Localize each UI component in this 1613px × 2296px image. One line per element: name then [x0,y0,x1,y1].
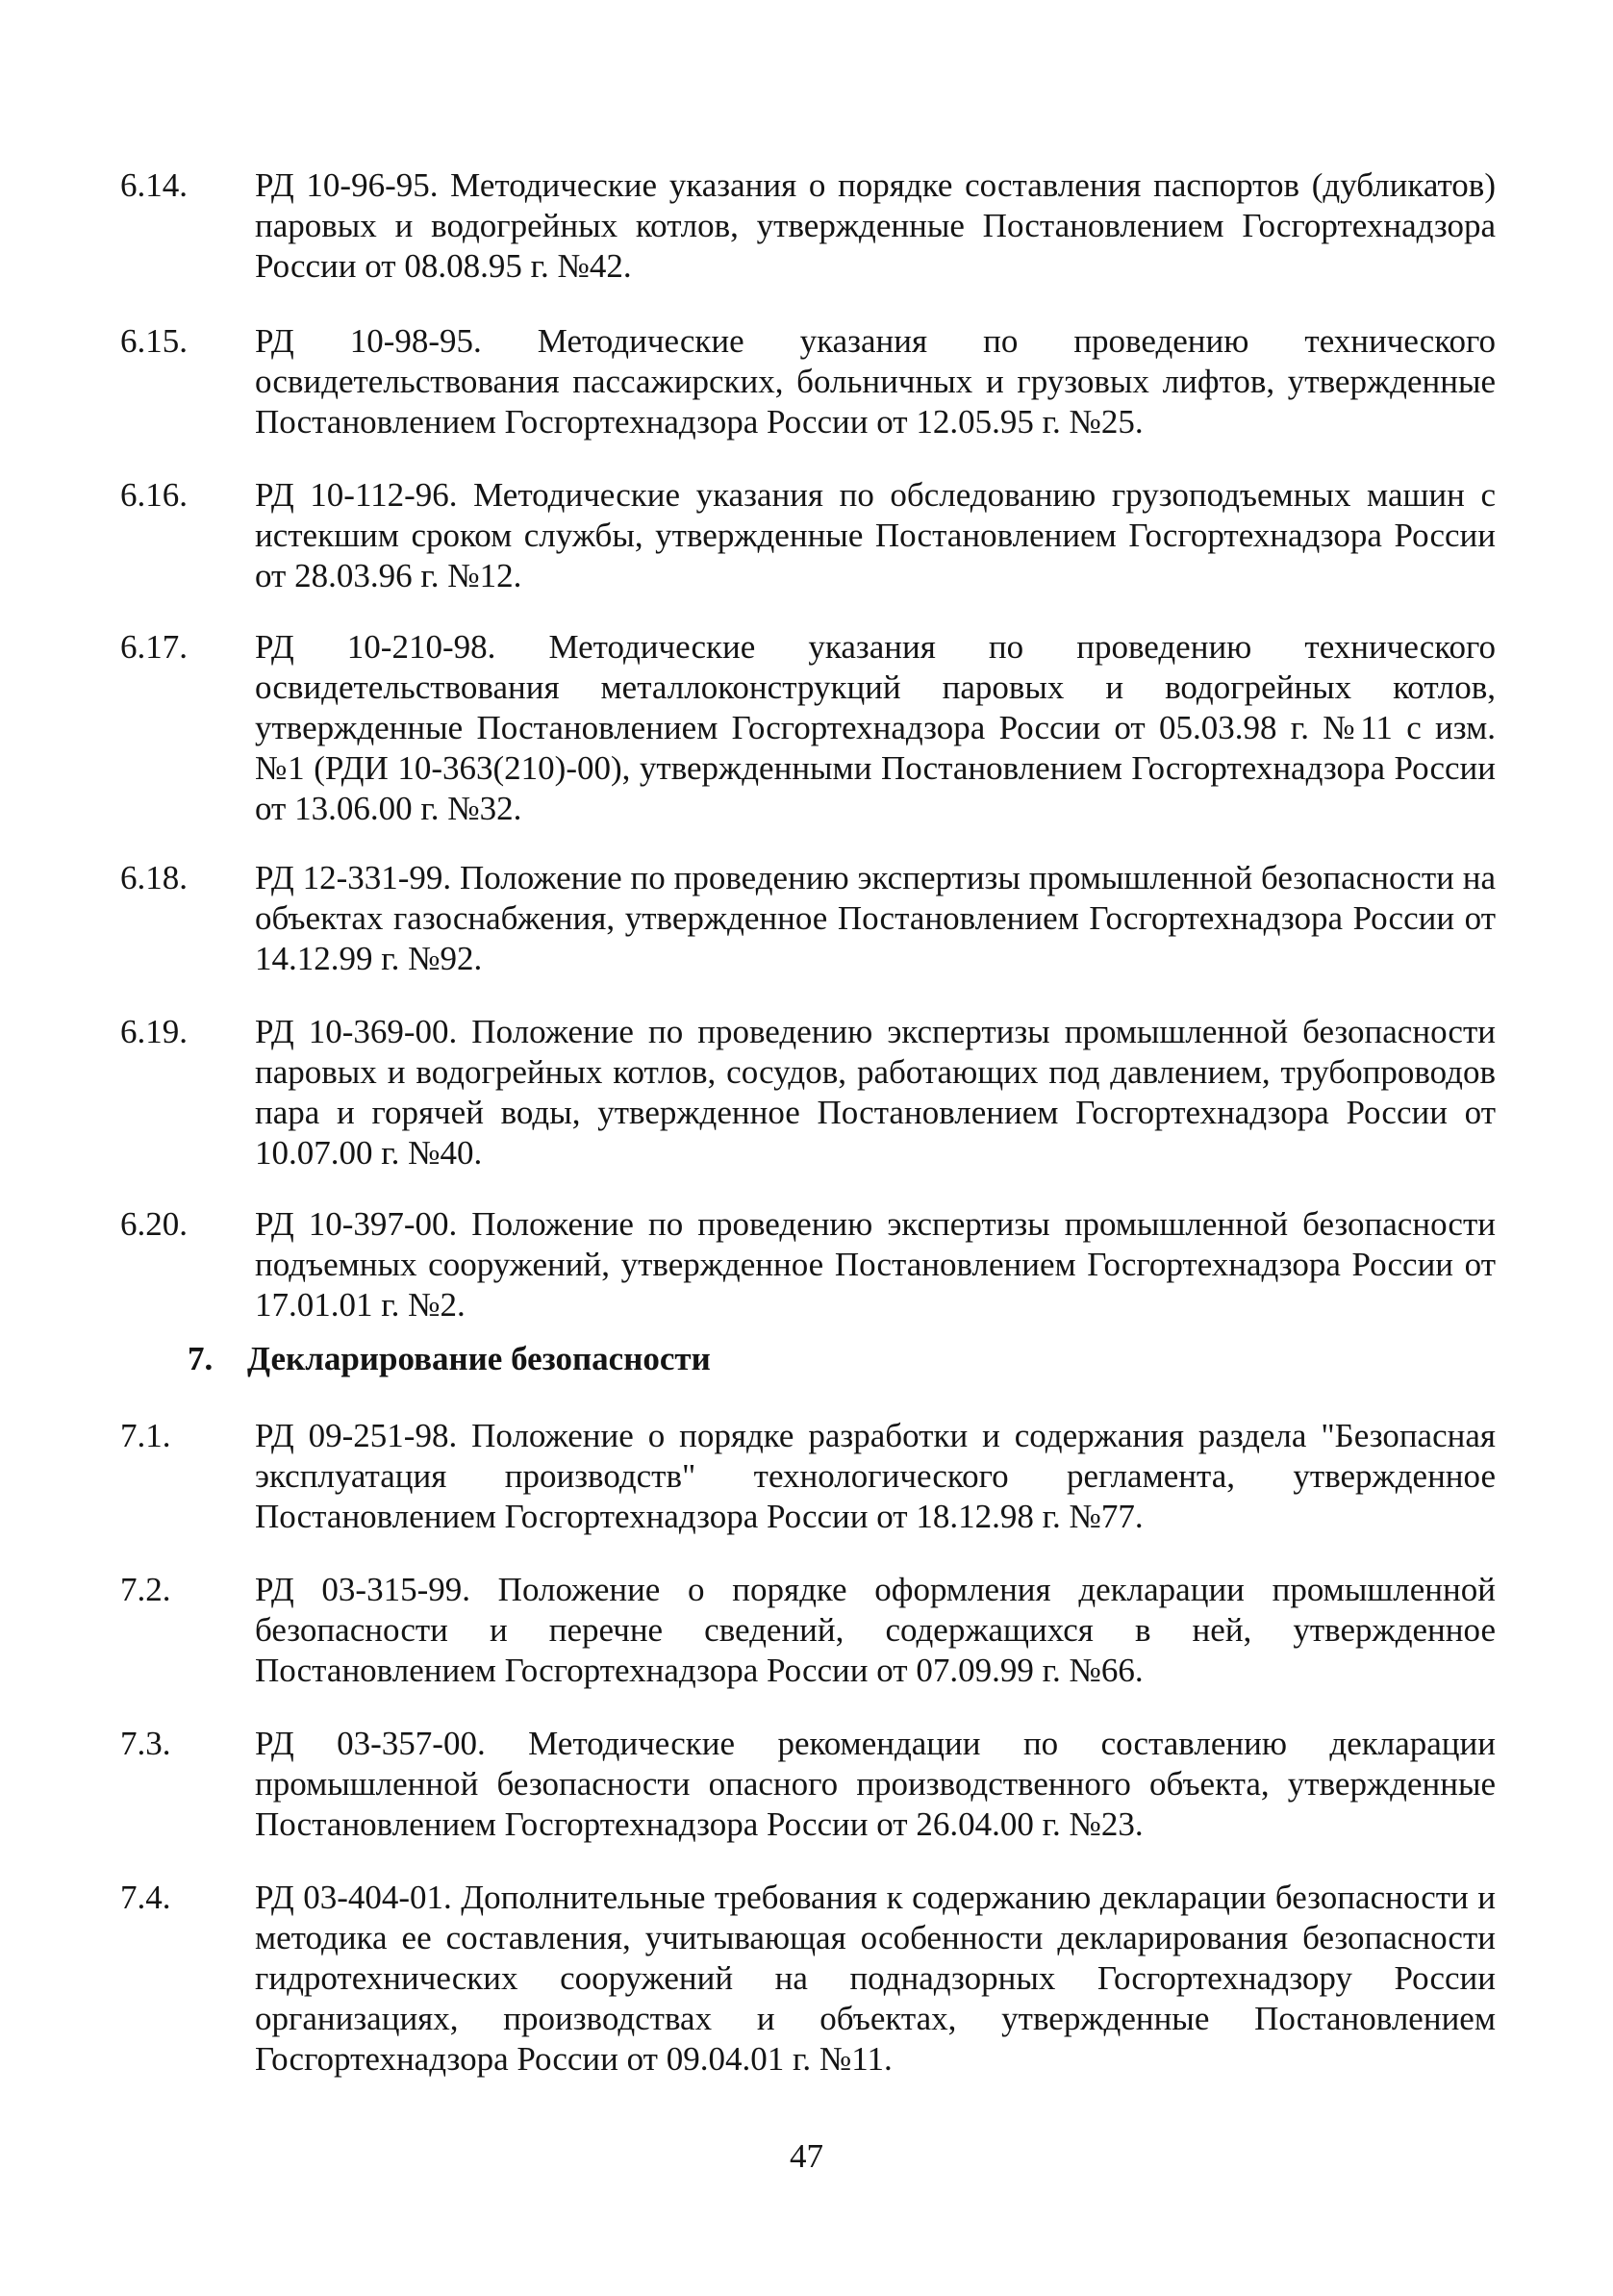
list-item-7-1 [120,1416,1496,1537]
item-number: 7.4. [120,1879,171,1916]
item-text: РД 10-210-98. Методические указания по проведению технического освидетельствования металлоконструкций паровых и водогрейных котлов, утвержденные Постановлением Госгортехнадзора России от 05.03.98 г. №11 с изм. №1 (РДИ 10-363(210)-00), утвержденными Постановлением Госгортехнадзора России от 13.06.00 г. №32. [255,628,1496,827]
item-text: РД 10-369-00. Положение по проведению экспертизы промышленной безопасности паровых и водогрейных котлов, сосудов, работающих под давлением, трубопроводов пара и горячей воды, утвержденное Постановлением Госгортехнадзора России от 10.07.00 г. №40. [255,1013,1496,1172]
item-text: РД 10-96-95. Методические указания о порядке составления паспортов (дубликатов) паровых и водогрейных котлов, утвержденные Постановлением Госгортехнадзора России от 08.08.95 г. №42. [255,166,1496,285]
item-text: РД 03-315-99. Положение о порядке оформления декларации промышленной безопасности и перечне сведений, содержащихся в ней, утвержденное Постановлением Госгортехнадзора России от 07.09.99 г. №66. [255,1571,1496,1689]
item-text: РД 10-112-96. Методические указания по обследованию грузоподъемных машин с истекшим сроком службы, утвержденные Постановлением Госгортехнадзора России от 28.03.96 г. №12. [255,476,1496,594]
item-number: 6.14. [120,166,188,204]
list-item-6-17 [120,627,1496,829]
item-number: 6.16. [120,476,188,514]
item-text: РД 03-404-01. Дополнительные требования к содержанию декларации безопасности и методика ее составления, учитывающая особенности декларирования безопасности гидротехнических сооружений на поднадзорных Госгортехнадзору России организациях, производствах и объектах, утвержденные Постановлением Госгортехнадзора России от 09.04.01 г. №11. [255,1879,1496,2078]
item-text: РД 10-98-95. Методические указания по проведению технического освидетельствования пассажирских, больничных и грузовых лифтов, утвержденные Постановлением Госгортехнадзора России от 12.05.95 г. №25. [255,322,1496,441]
section-title: Декларирование безопасности [247,1340,711,1377]
section-heading [188,1339,711,1379]
item-number: 6.18. [120,859,188,896]
item-number: 7.1. [120,1417,171,1454]
item-number: 6.20. [120,1205,188,1243]
item-text: РД 09-251-98. Положение о порядке разработки и содержания раздела "Безопасная эксплуатация производств" технологического регламента, утвержденное Постановлением Госгортехнадзора России от 18.12.98 г. №77. [255,1417,1496,1535]
list-item-7-4 [120,1878,1496,2080]
item-text: РД 12-331-99. Положение по проведению экспертизы промышленной безопасности на объектах газоснабжения, утвержденное Постановлением Госгортехнадзора России от 14.12.99 г. №92. [255,859,1496,977]
item-number: 6.19. [120,1013,188,1050]
list-item-6-14 [120,165,1496,287]
item-text: РД 10-397-00. Положение по проведению экспертизы промышленной безопасности подъемных сооружений, утвержденное Постановлением Госгортехнадзора России от 17.01.01 г. №2. [255,1205,1496,1324]
list-item-7-3 [120,1724,1496,1845]
page-number: 47 [790,2137,823,2175]
section-number: 7. [188,1340,214,1377]
item-number: 6.17. [120,628,188,666]
list-item-6-20 [120,1204,1496,1325]
list-item-6-18 [120,858,1496,979]
item-text: РД 03-357-00. Методические рекомендации по составлению декларации промышленной безопасности опасного производственного объекта, утвержденные Постановлением Госгортехнадзора России от 26.04.00 г. №23. [255,1725,1496,1843]
item-number: 7.3. [120,1725,171,1762]
list-item-6-16 [120,475,1496,596]
item-number: 7.2. [120,1571,171,1608]
item-number: 6.15. [120,322,188,360]
list-item-6-19 [120,1012,1496,1173]
list-item-7-2 [120,1570,1496,1691]
list-item-6-15 [120,321,1496,442]
